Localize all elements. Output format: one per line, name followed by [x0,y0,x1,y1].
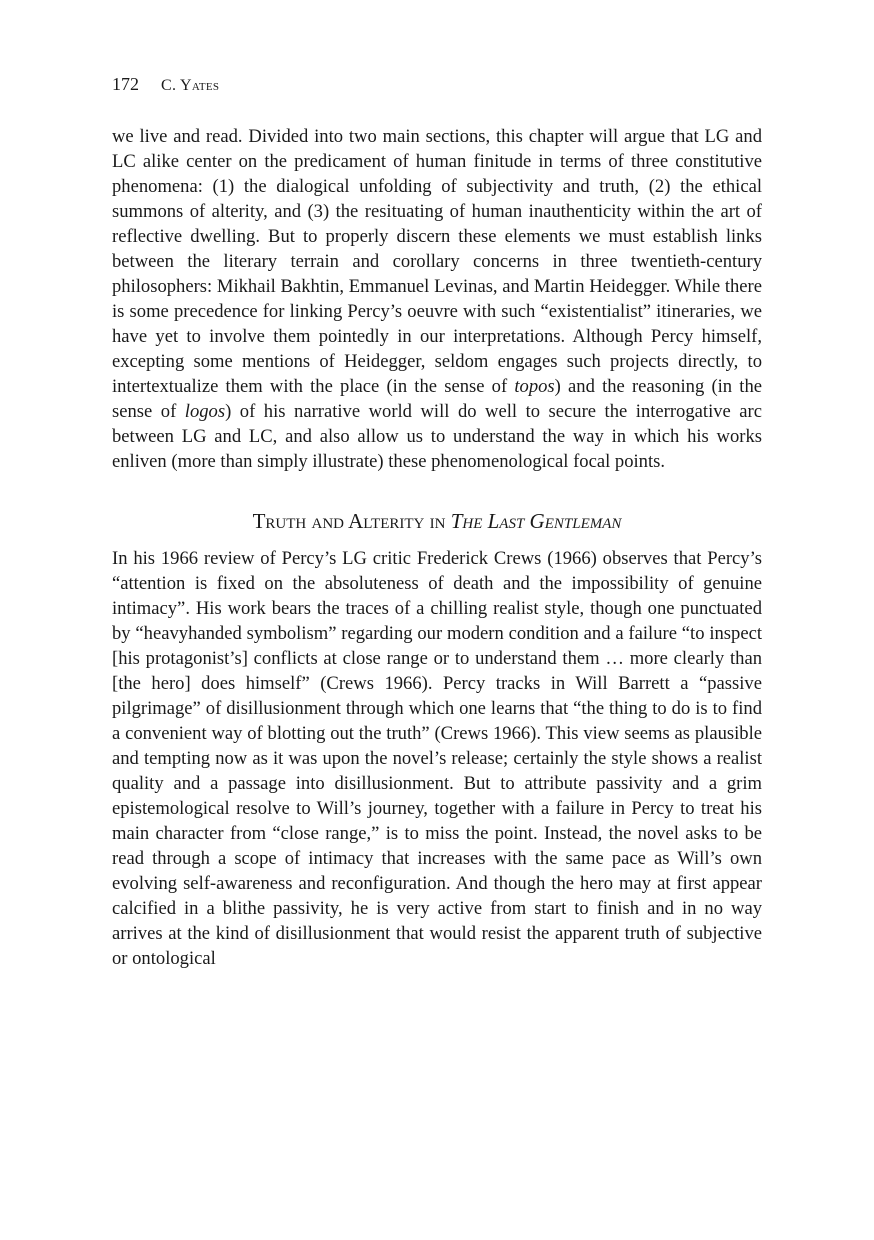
section-heading-prefix: Truth and Alterity in [252,509,451,533]
paragraph-intro-text-3: ) of his narrative world will do well to secure the interrogative arc between LG and LC, and also allow us to understand the way in which his works enliven (more than simply illustrate) these phenomenological focal points. [112,401,762,472]
book-page [112,70,762,971]
logos-term: logos [184,401,226,422]
paragraph-intro [112,124,762,474]
running-header [112,70,762,98]
section-heading [112,507,762,535]
paragraph-crews-review: In his 1966 review of Percy’s LG critic Frederick Crews (1966) observes that Percy’s “attention is fixed on the absoluteness of death and the impossibility of genuine intimacy”. His work bears the traces of a chilling realist style, though one punctuated by “heavyhanded symbolism” regarding our modern condition and a failure “to inspect [his protagonist’s] conflicts at close range or to understand them … more clearly than [the hero] does himself” (Crews 1966). Percy tracks in Will Barrett a “passive pilgrimage” of disillusionment through which one learns that “the thing to do is to find a convenient way of blotting out the truth” (Crews 1966). This view seems as plausible and tempting now as it was upon the novel’s release; certainly the style shows a realist quality and a passage into disillusionment. But to attribute passivity and a grim epistemological resolve to Will’s journey, together with a failure in Percy to treat his main character from “close range,” is to miss the point. Instead, the novel asks to be read through a scope of intimacy that increases with the same pace as Will’s own evolving self-awareness and reconfiguration. And though the hero may at first appear calcified in a blithe passivity, he is very active from start to finish and in no way arrives at the kind of disillusionment that would resist the apparent truth of subjective or ontological [112,548,762,969]
running-head-author: C. Yates [161,77,220,94]
paragraph-intro-text-2: ) and the reasoning (in the sense of [112,376,763,422]
section-heading-book-title: The Last Gentleman [450,509,622,533]
topos-term: topos [514,376,555,397]
page-number: 172 [112,74,139,94]
paragraph-intro-text-1: we live and read. Divided into two main sections, this chapter will argue that LG and LC alike center on the predicament of human finitude in terms of three constitutive phenomena: (1) the dialogical unfolding of subjectivity and truth, (2) the ethical summons of alterity, and (3) the resituating of human inauthenticity within the art of reflective dwelling. But to properly discern these elements we must establish links between the literary terrain and corollary concerns in three twentieth-century philosophers: Mikhail Bakhtin, Emmanuel Levinas, and Martin Heidegger. While there is some precedence for linking Percy’s oeuvre with such “existentialist” itineraries, we have yet to involve them pointedly in our interpretations. Although Percy himself, excepting some mentions of Heidegger, seldom engages such projects directly, to intertextualize them with the place (in the sense of [112,126,762,397]
